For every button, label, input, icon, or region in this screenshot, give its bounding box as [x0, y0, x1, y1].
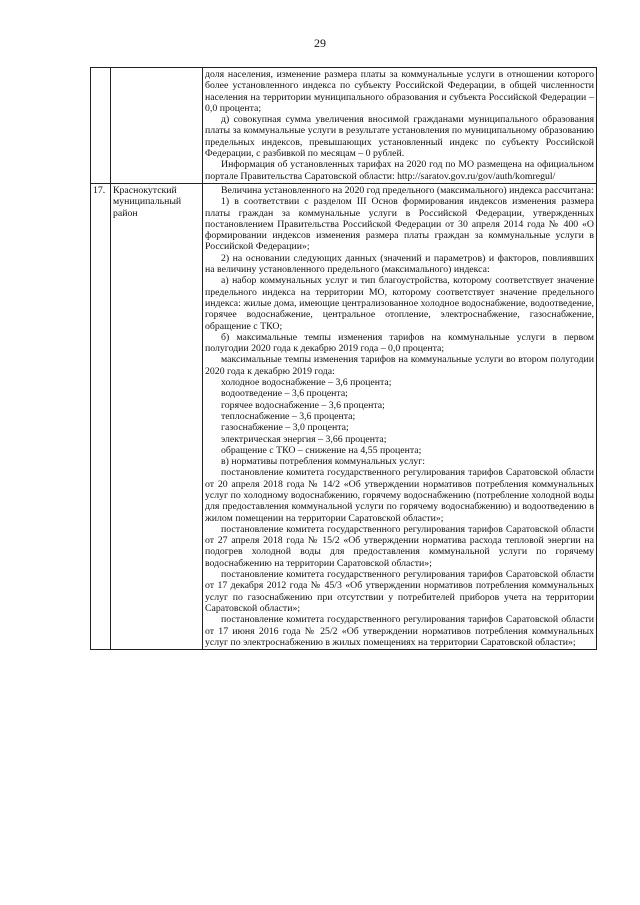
- description-paragraph: постановление комитета государственного регулирования тарифов Саратовской области от 17 июня 2016 года № 25/2 «Об утверждении нормативов потребления коммунальных услуг по электроснабжению в жилых помещениях на территории Саратовской области»;: [205, 614, 594, 648]
- row-number: [91, 68, 111, 184]
- table-row: [91, 183, 597, 649]
- page-number: 29: [314, 36, 326, 50]
- index-description: [203, 68, 597, 184]
- description-paragraph: б) максимальные темпы изменения тарифов на коммунальные услуги в первом полугодии 2020 года к декабрю 2019 года – 0,0 процента;: [205, 331, 594, 355]
- index-description: [203, 183, 597, 649]
- description-paragraph: электрическая энергия – 3,66 процента;: [221, 433, 387, 445]
- description-paragraph: 1) в соответствии с разделом III Основ формирования индексов изменения размера платы граждан за коммунальные услуги в Российской Федерации, утвержденных постановлением Правительства Российской Федерации от 30 апреля 2014 года № 400 «О формировании индексов изменения размера платы граждан за коммунальные услуги в Российской Федерации»;: [205, 196, 594, 253]
- description-paragraph: 2) на основании следующих данных (значений и параметров) и факторов, повлиявших на величину установленного предельного (максимального) индекса:: [205, 252, 594, 276]
- description-paragraph: обращение с ТКО – снижение на 4,55 процента;: [221, 444, 422, 456]
- row-number: 17.: [91, 183, 111, 649]
- description-paragraph: Информация об установленных тарифах на 2020 год по МО размещена на официальном портале Правительства Саратовской области: http://saratov.gov.ru/gov/auth/komregul/: [205, 159, 594, 182]
- description-paragraph: газоснабжение – 3,0 процента;: [221, 422, 349, 434]
- description-paragraph: а) набор коммунальных услуг и тип благоустройства, которому соответствует значение предельного индекса на территории МО, которому соответствует значение предельного индекса: жилые дома, имеющие централизованное холодное водоснабжение, водоотведение, горячее водоснабжение, центральное отопление, электроснабжение, газоснабжение, обращение с ТКО;: [205, 275, 594, 332]
- description-paragraph: теплоснабжение – 3,6 процента;: [221, 410, 356, 422]
- municipality-name: Краснокутский муниципальный район: [111, 183, 203, 649]
- tariff-info-table: [90, 67, 597, 650]
- description-paragraph: максимальные темпы изменения тарифов на коммунальные услуги во втором полугодии 2020 года к декабрю 2019 года:: [205, 354, 594, 377]
- description-paragraph: постановление комитета государственного регулирования тарифов Саратовской области от 27 апреля 2018 года № 15/2 «Об утверждении норматива расхода тепловой энергии на подогрев холодной воды для предоставления коммунальной услуги по горячему водоснабжению на территории Саратовской области»;: [205, 523, 594, 569]
- description-paragraph: водоотведение – 3,6 процента;: [221, 388, 348, 400]
- description-paragraph: в) нормативы потребления коммунальных услуг:: [221, 456, 425, 468]
- description-paragraph: постановление комитета государственного регулирования тарифов Саратовской области от 20 апреля 2018 года № 14/2 «Об утверждении нормативов потребления коммунальных услуг по холодному водоснабжению, горячему водоснабжению (потребление холодной воды для предоставления коммунальной услуги по горячему водоснабжению) и водоотведению в жилом помещении на территории Саратовской области»;: [205, 467, 594, 524]
- table-row: [91, 68, 597, 184]
- description-paragraph: холодное водоснабжение – 3,6 процента;: [221, 377, 392, 389]
- description-paragraph: постановление комитета государственного регулирования тарифов Саратовской области от 17 декабря 2012 года № 45/3 «Об утверждении нормативов потребления коммунальных услуг по газоснабжению при отсутствии у потребителей приборов учета на территории Саратовской области»;: [205, 569, 594, 614]
- description-paragraph: доля населения, изменение размера платы за коммунальные услуги в отношении которого более установленного индекса по субъекту Российской Федерации, в общей численности населения на территории муниципального образования и субъекта Российской Федерации – 0,0 процента;: [205, 69, 594, 114]
- municipality-name: [111, 68, 203, 184]
- table-body: [91, 68, 597, 650]
- description-paragraph: горячее водоснабжение – 3,6 процента;: [221, 399, 385, 411]
- description-paragraph: д) совокупная сумма увеличения вносимой гражданами муниципального образования платы за коммунальные услуги в результате установления по муниципальному образованию предельных индексов, превышающих установленный индекс по субъекту Российской Федерации, с разбивкой по месяцам – 0 рублей.: [205, 114, 594, 160]
- description-paragraph: Величина установленного на 2020 год предельного (максимального) индекса рассчитана:: [221, 184, 594, 196]
